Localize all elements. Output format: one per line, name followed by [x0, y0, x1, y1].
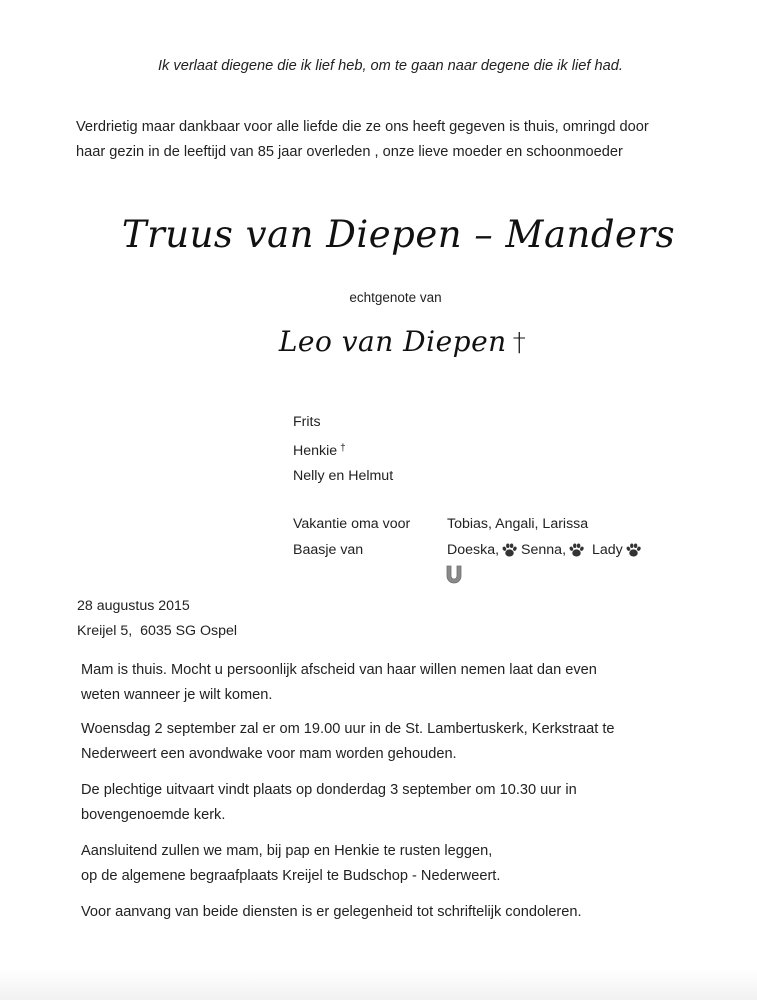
- child-item: [293, 464, 393, 490]
- paragraph-condolence: [81, 900, 582, 925]
- relation-row: [293, 512, 645, 538]
- paw-print-icon: [501, 542, 518, 558]
- relation-row: [293, 538, 645, 564]
- relation-label: Vakantie oma voor: [293, 516, 411, 532]
- cross-icon: †: [512, 328, 527, 358]
- paragraph-line: Voor aanvang van beide diensten is er gelegenheid tot schriftelijk condoleren.: [81, 904, 582, 920]
- child-name: Henkie: [293, 442, 338, 459]
- deceased-name: Truus van Diepen – Manders: [121, 213, 676, 256]
- intro-line: haar gezin in de leeftijd van 85 jaar overleden , onze lieve moeder en schoonmoeder: [76, 144, 623, 160]
- motto-quote: Ik verlaat diegene die ik lief heb, om te gaan naar degene die ik lief had.: [158, 58, 623, 74]
- child-name: Frits: [293, 414, 321, 430]
- paragraph-line: bovengenoemde kerk.: [81, 806, 226, 823]
- intro-text: [76, 115, 649, 165]
- pets-list: [447, 538, 645, 564]
- pet-name: Doeska,: [447, 541, 500, 558]
- children-list: [293, 410, 393, 490]
- relation-label: Baasje van: [293, 541, 364, 558]
- relations-table: [293, 512, 645, 563]
- relation-value: Tobias, Angali, Larissa: [447, 516, 589, 532]
- child-item: [293, 436, 393, 465]
- spouse-label: echtgenote van: [349, 290, 442, 305]
- paragraph-line: Nederweert een avondwake voor mam worden gehouden.: [81, 745, 457, 762]
- pet-name: Senna,: [521, 541, 567, 558]
- paragraph-vigil: [81, 717, 614, 766]
- paragraph-funeral: [81, 778, 577, 827]
- paw-print-icon: [625, 542, 642, 558]
- child-item: [293, 410, 393, 436]
- paragraph-line: Woensdag 2 september zal er om 19.00 uur in de St. Lambertuskerk, Kerkstraat te: [81, 721, 615, 737]
- address: Kreijel 5, 6035 SG Ospel: [77, 623, 238, 639]
- child-name: Nelly en Helmut: [293, 468, 394, 484]
- date-address-block: [77, 594, 237, 644]
- pet-name: Lady: [592, 541, 623, 558]
- cross-icon: †: [340, 442, 346, 454]
- spouse-name: Leo van Diepen: [278, 325, 507, 358]
- paragraph-burial: [81, 839, 500, 888]
- paragraph-visit: [81, 658, 597, 707]
- paragraph-line: weten wanneer je wilt komen.: [81, 686, 273, 703]
- paragraph-line: De plechtige uitvaart vindt plaats op donderdag 3 september om 10.30 uur in: [81, 782, 577, 798]
- date: 28 augustus 2015: [77, 598, 190, 614]
- horseshoe-icon: [444, 564, 464, 586]
- paragraph-line: Aansluitend zullen we mam, bij pap en Henkie te rusten leggen,: [81, 843, 493, 859]
- spouse-name-line: [0, 325, 757, 358]
- paragraph-line: op de algemene begraafplaats Kreijel te Budschop - Nederweert.: [81, 867, 501, 884]
- paw-print-icon: [568, 542, 585, 558]
- intro-line: Verdrietig maar dankbaar voor alle liefde die ze ons heeft gegeven is thuis, omringd door: [76, 119, 649, 135]
- paragraph-line: Mam is thuis. Mocht u persoonlijk afscheid van haar willen nemen laat dan even: [81, 662, 597, 678]
